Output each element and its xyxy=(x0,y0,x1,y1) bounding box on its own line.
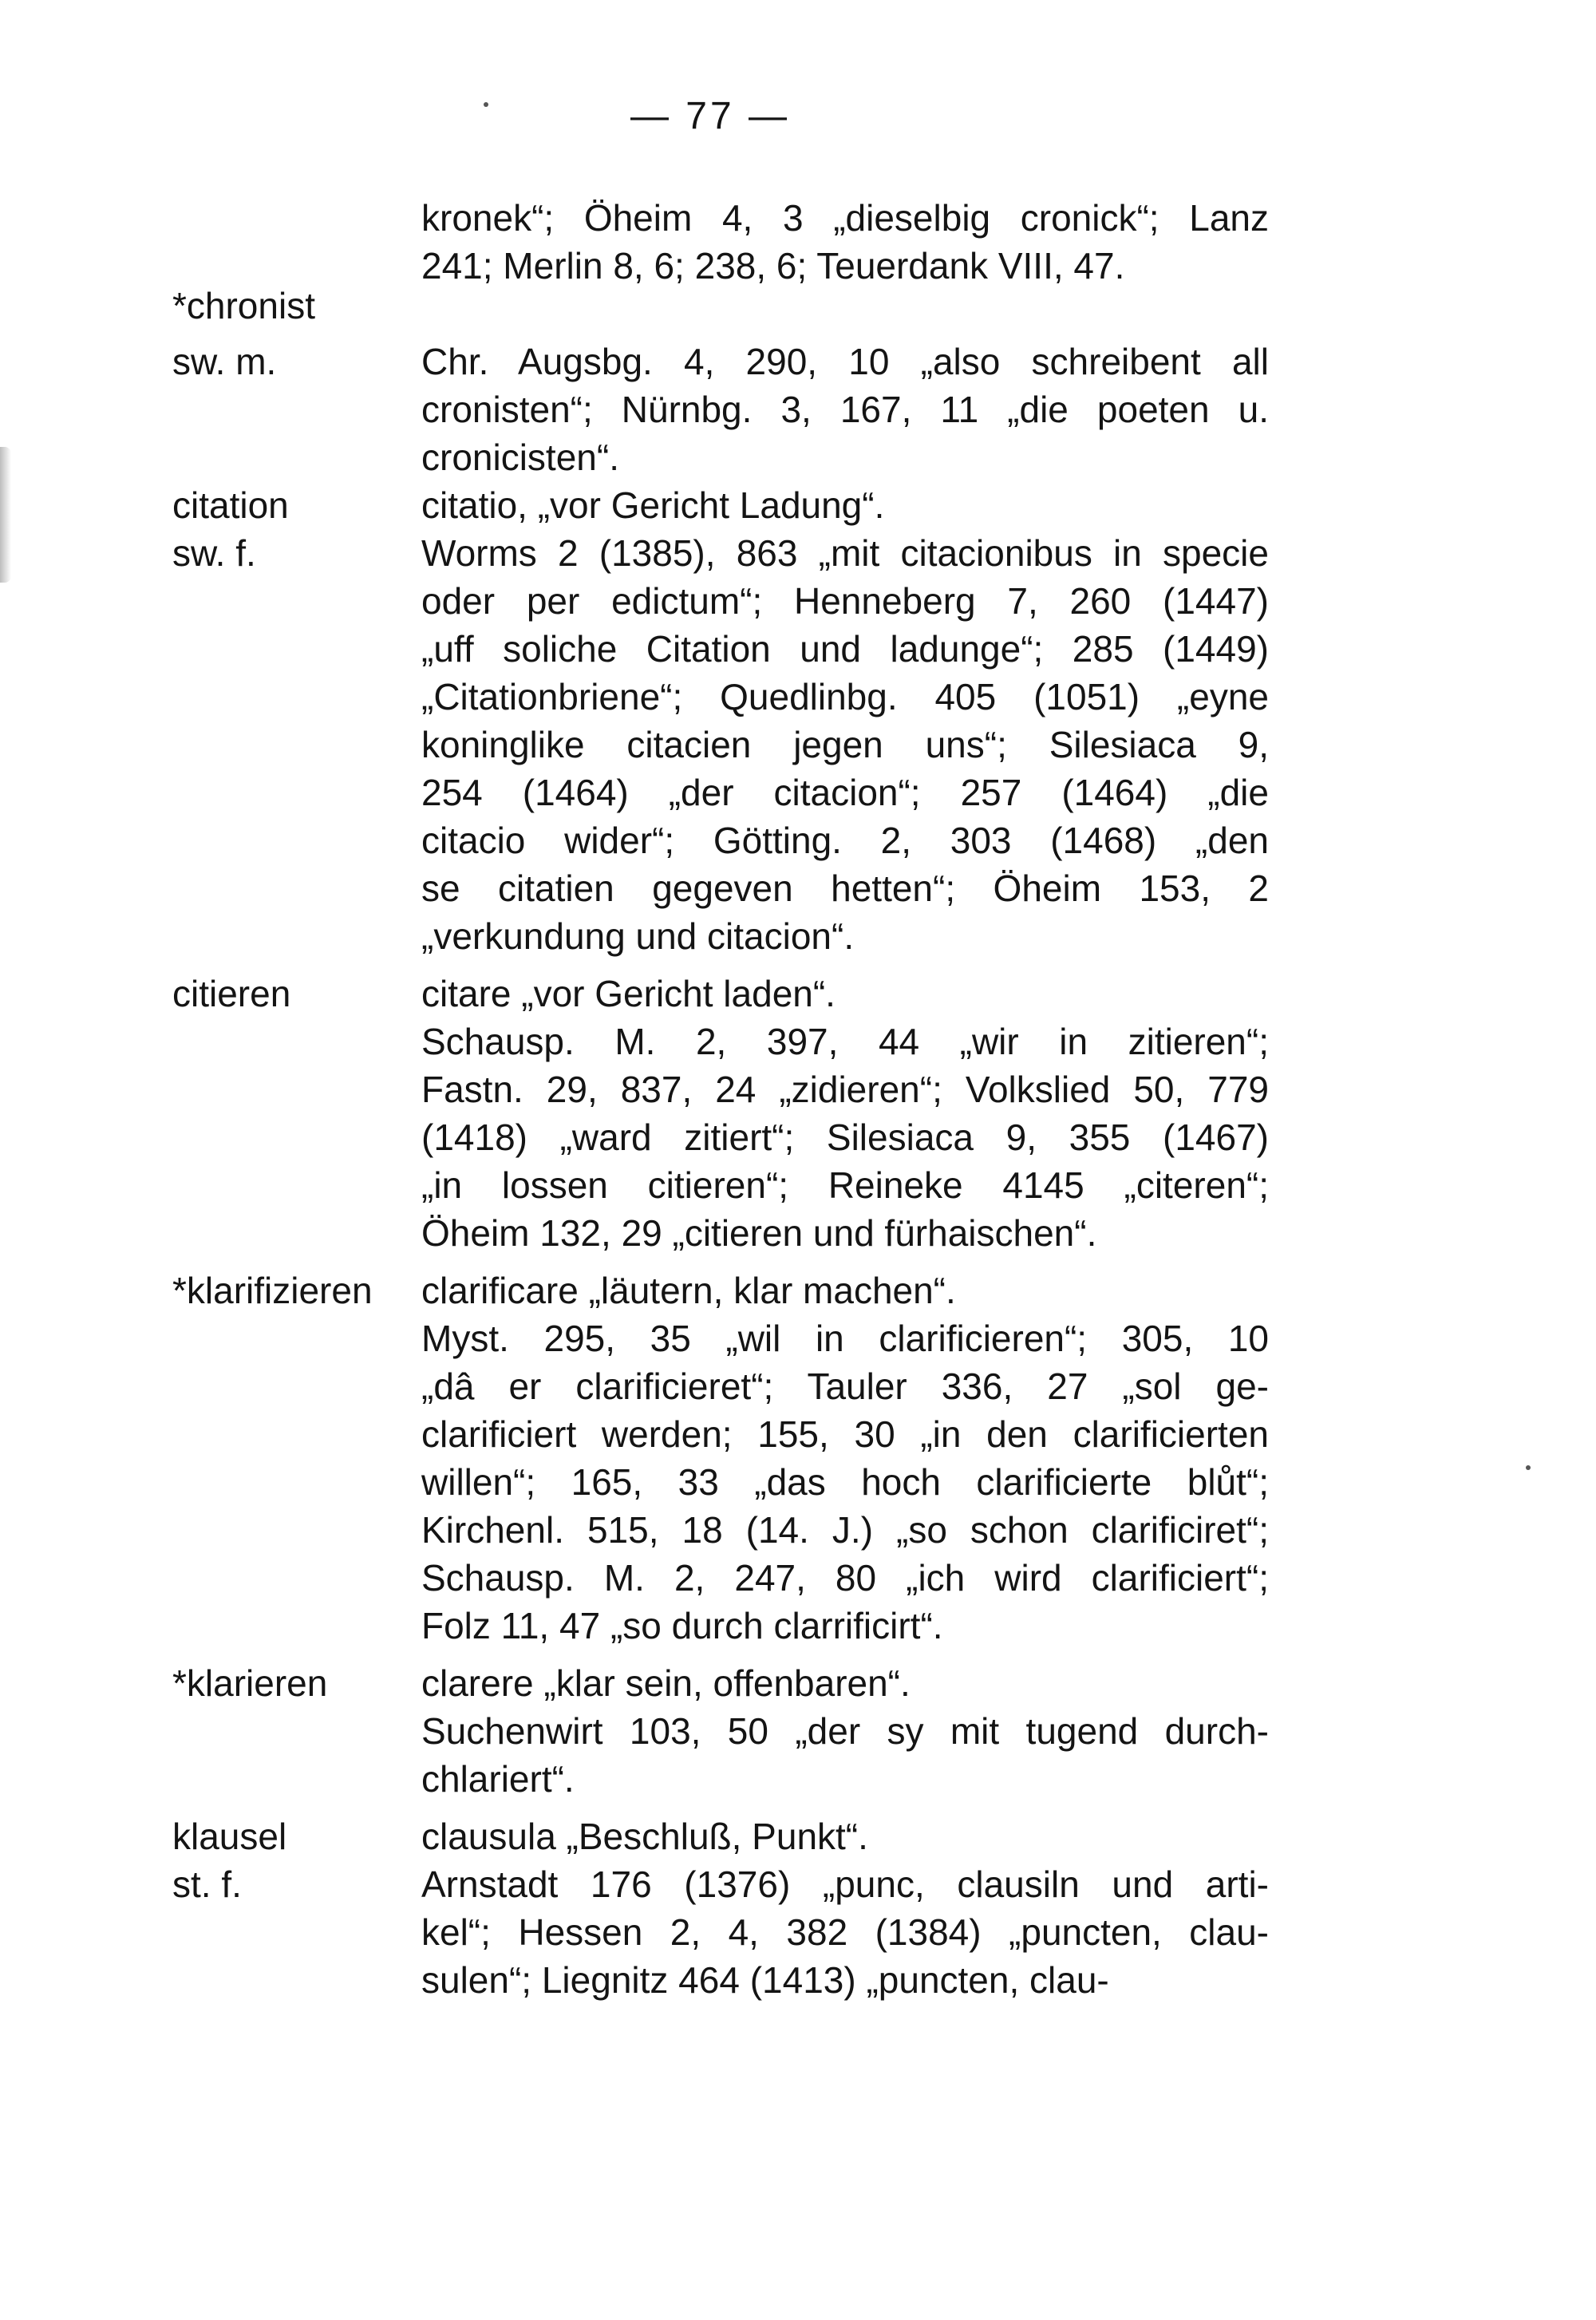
entry-text-line: Myst. 295, 35 „wil in clarificieren“; 305, 10 xyxy=(421,1318,1269,1359)
entry-text-line: se citatien gegeven hetten“; Öheim 153, 2 xyxy=(421,868,1269,909)
entry-text-line: citare „vor Gericht laden“. xyxy=(421,973,836,1014)
entry-text-line: 254 (1464) „der citacion“; 257 (1464) „die xyxy=(421,772,1269,813)
entry-text-line: Worms 2 (1385), 863 „mit citacionibus in specie xyxy=(421,532,1269,574)
entry-text-line: oder per edictum“; Henneberg 7, 260 (1447) xyxy=(421,580,1269,622)
ink-speck xyxy=(1526,1465,1531,1470)
entry-text-line: Arnstadt 176 (1376) „punc, clausiln und arti- xyxy=(421,1864,1269,1905)
entry-text-line: cronisten“; Nürnbg. 3, 167, 11 „die poeten u. xyxy=(421,389,1269,430)
entry-lemma: *klarifizieren xyxy=(172,1270,373,1311)
entry-text-line: Fastn. 29, 837, 24 „zidieren“; Volkslied 50, 779 xyxy=(421,1069,1269,1110)
entry-text-line: Folz 11, 47 „so durch clarrificirt“. xyxy=(421,1605,943,1646)
entry-lemma: sw. m. xyxy=(172,341,277,382)
entry-text-line: „uff soliche Citation und ladunge“; 285 (1449) xyxy=(421,628,1269,670)
entry-text-line: Kirchenl. 515, 18 (14. J.) „so schon clarificiret“; xyxy=(421,1509,1269,1551)
entry-lemma: st. f. xyxy=(172,1864,242,1905)
entry-text-line: cronicisten“. xyxy=(421,437,619,478)
entry-text-line: Schausp. M. 2, 397, 44 „wir in zitieren“; xyxy=(421,1021,1269,1062)
entry-text-line: 241; Merlin 8, 6; 238, 6; Teuerdank VIII, 47. xyxy=(421,245,1125,287)
entry-text-line: citacio wider“; Götting. 2, 303 (1468) „den xyxy=(421,820,1269,861)
page-edge-shadow xyxy=(0,447,11,583)
entry-text-line: „Citationbriene“; Quedlinbg. 405 (1051) „eyne xyxy=(421,676,1269,717)
entry-text-line: kel“; Hessen 2, 4, 382 (1384) „puncten, clau- xyxy=(421,1911,1269,1953)
entry-text-line: citatio, „vor Gericht Ladung“. xyxy=(421,484,885,526)
entry-text-line: clarere „klar sein, offenbaren“. xyxy=(421,1662,911,1704)
entry-text-line: chlariert“. xyxy=(421,1758,575,1800)
entry-lemma: citieren xyxy=(172,973,291,1014)
entry-text-line: clarificare „läutern, klar machen“. xyxy=(421,1270,956,1311)
entry-lemma: klausel xyxy=(172,1816,287,1857)
entry-lemma: *klarieren xyxy=(172,1662,328,1704)
entry-text-line: Suchenwirt 103, 50 „der sy mit tugend durch- xyxy=(421,1710,1269,1752)
entry-text-line: sulen“; Liegnitz 464 (1413) „puncten, clau- xyxy=(421,1959,1109,2001)
entry-lemma: citation xyxy=(172,484,289,526)
entry-text-line: (1418) „ward zitiert“; Silesiaca 9, 355 (1467) xyxy=(421,1117,1269,1158)
entry-text-line: Öheim 132, 29 „citieren und fürhaischen“. xyxy=(421,1212,1097,1254)
entry-text-line: clausula „Beschluß, Punkt“. xyxy=(421,1816,868,1857)
entry-text-line: kronek“; Öheim 4, 3 „dieselbig cronick“; Lanz xyxy=(421,197,1269,239)
entry-text-line: Chr. Augsbg. 4, 290, 10 „also schreibent all xyxy=(421,341,1269,382)
entry-text-line: Schausp. M. 2, 247, 80 „ich wird clarificiert“; xyxy=(421,1557,1269,1599)
page-number: — 77 — xyxy=(630,95,791,137)
entry-lemma: *chronist xyxy=(172,285,315,326)
entry-text-line: clarificiert werden; 155, 30 „in den clarificierten xyxy=(421,1413,1269,1455)
entry-text-line: „verkundung und citacion“. xyxy=(421,915,855,957)
entry-text-line: „dâ er clarificieret“; Tauler 336, 27 „sol ge- xyxy=(421,1366,1269,1407)
entry-lemma: sw. f. xyxy=(172,532,256,574)
entry-text-line: „in lossen citieren“; Reineke 4145 „citeren“; xyxy=(421,1164,1269,1206)
entry-text-line: koninglike citacien jegen uns“; Silesiaca 9, xyxy=(421,724,1269,765)
entry-text-line: willen“; 165, 33 „das hoch clarificierte blůt“; xyxy=(421,1461,1269,1503)
